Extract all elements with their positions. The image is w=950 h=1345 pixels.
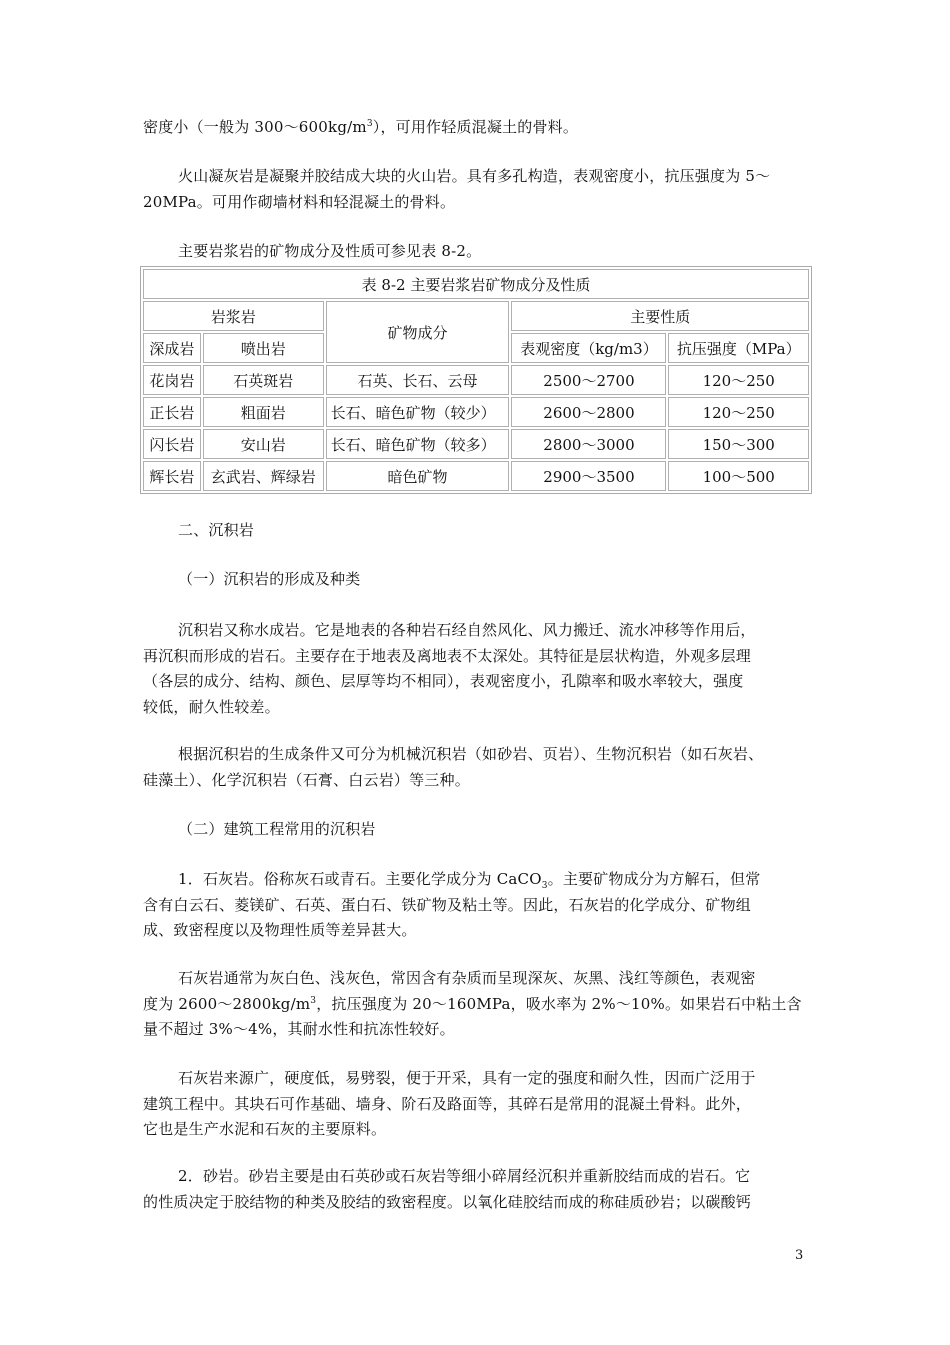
table-caption: 表 8-2 主要岩浆岩矿物成分及性质 (143, 269, 809, 299)
cell-mineral: 长石、暗色矿物（较少） (326, 397, 510, 427)
header-igneous: 岩浆岩 (143, 301, 324, 331)
cell-density: 2600～2800 (511, 397, 666, 427)
cell-density: 2800～3000 (511, 429, 666, 459)
section-heading-sedimentary: 二、沉积岩 (178, 521, 255, 539)
paragraph-sedimentary-types: 根据沉积岩的生成条件又可分为机械沉积岩（如砂岩、页岩）、生物沉积岩（如石灰岩、 硅藻土）、化学沉积岩（石膏、白云岩）等三种。 (143, 745, 764, 789)
paragraph-pumice-density: 密度小（一般为 $300\sim 600kg/m^3$），可用作轻质混凝土的骨料。 (143, 118, 579, 136)
cell-strength: 150～300 (668, 429, 809, 459)
subheading-common-sedimentary: （二）建筑工程常用的沉积岩 (178, 820, 376, 838)
cell-density: 2500～2700 (511, 365, 666, 395)
header-deep: 深成岩 (143, 333, 201, 363)
paragraph-sandstone: 2．砂岩。砂岩主要是由石英砂或石灰岩等细小碎屑经沉积并重新胶结而成的岩石。它 的性质决定于胶结物的种类及胶结的致密程度。以氧化硅胶结而成的称硅质砂岩；以碳酸钙 (143, 1167, 752, 1211)
cell-deep: 辉长岩 (143, 461, 201, 491)
header-strength: 抗压强度（MPa） (668, 333, 809, 363)
cell-erupt: 石英斑岩 (203, 365, 324, 395)
paragraph-limestone: 1．石灰岩。俗称灰石或青石。主要化学成分为 CaCO$_3$。主要矿物成分为方解石，但常 含有白云石、菱镁矿、石英、蛋白石、铁矿物及粘土等。因此，石灰岩的化学成分、矿物组 成、致密程度以及物理性质等差异甚大。 (143, 870, 761, 939)
header-mineral: 矿物成分 (326, 301, 510, 363)
paragraph-limestone-uses: 石灰岩来源广，硬度低，易劈裂，便于开采，具有一定的强度和耐久性，因而广泛用于 建筑工程中。其块石可作基础、墙身、阶石及路面等，其碎石是常用的混凝土骨料。此外， 它也是生产水泥和石灰的主要原料。 (143, 1069, 756, 1138)
cell-mineral: 石英、长石、云母 (326, 365, 510, 395)
cell-erupt: 安山岩 (203, 429, 324, 459)
page-number: 3 (795, 1248, 804, 1263)
cell-erupt: 粗面岩 (203, 397, 324, 427)
cell-strength: 100～500 (668, 461, 809, 491)
table-row (143, 365, 809, 395)
cell-deep: 正长岩 (143, 397, 201, 427)
paragraph-table-reference: 主要岩浆岩的矿物成分及性质可参见表 8-2。 (178, 242, 482, 260)
subheading-formation: （一）沉积岩的形成及种类 (178, 570, 361, 588)
header-erupt: 喷出岩 (203, 333, 324, 363)
cell-mineral: 暗色矿物 (326, 461, 510, 491)
igneous-rock-table (140, 266, 812, 494)
table-row (143, 429, 809, 459)
paragraph-volcanic-tuff: 火山凝灰岩是凝聚并胶结成大块的火山岩。具有多孔构造，表观密度小，抗压强度为 5～ 20MPa。可用作砌墙材料和轻混凝土的骨料。 (143, 167, 771, 211)
paragraph-limestone-properties: 石灰岩通常为灰白色、浅灰色，常因含有杂质而呈现深灰、灰黑、浅红等颜色，表观密 度为 $2600\sim 2800kg/m^3$，抗压强度为 20～160MPa，吸水率为 2%～10%。如果岩石中粘土含 量不超过 3%～4%，其耐水性和抗冻性较好。 (143, 969, 802, 1038)
cell-mineral: 长石、暗色矿物（较多） (326, 429, 510, 459)
cell-deep: 花岗岩 (143, 365, 201, 395)
cell-strength: 120～250 (668, 397, 809, 427)
table-row (143, 397, 809, 427)
cell-deep: 闪长岩 (143, 429, 201, 459)
table-row (143, 461, 809, 491)
cell-erupt: 玄武岩、辉绿岩 (203, 461, 324, 491)
header-density: 表观密度（kg/m3） (511, 333, 666, 363)
cell-density: 2900～3500 (511, 461, 666, 491)
paragraph-sedimentary-definition: 沉积岩又称水成岩。它是地表的各种岩石经自然风化、风力搬迁、流水冲移等作用后， 再沉积而形成的岩石。主要存在于地表及离地表不太深处。其特征是层状构造，外观多层理 （各层的成分、结构、颜色、层厚等均不相同），表观密度小，孔隙率和吸水率较大，强度 较低，耐久性较差。 (143, 621, 756, 716)
cell-strength: 120～250 (668, 365, 809, 395)
header-properties: 主要性质 (511, 301, 809, 331)
